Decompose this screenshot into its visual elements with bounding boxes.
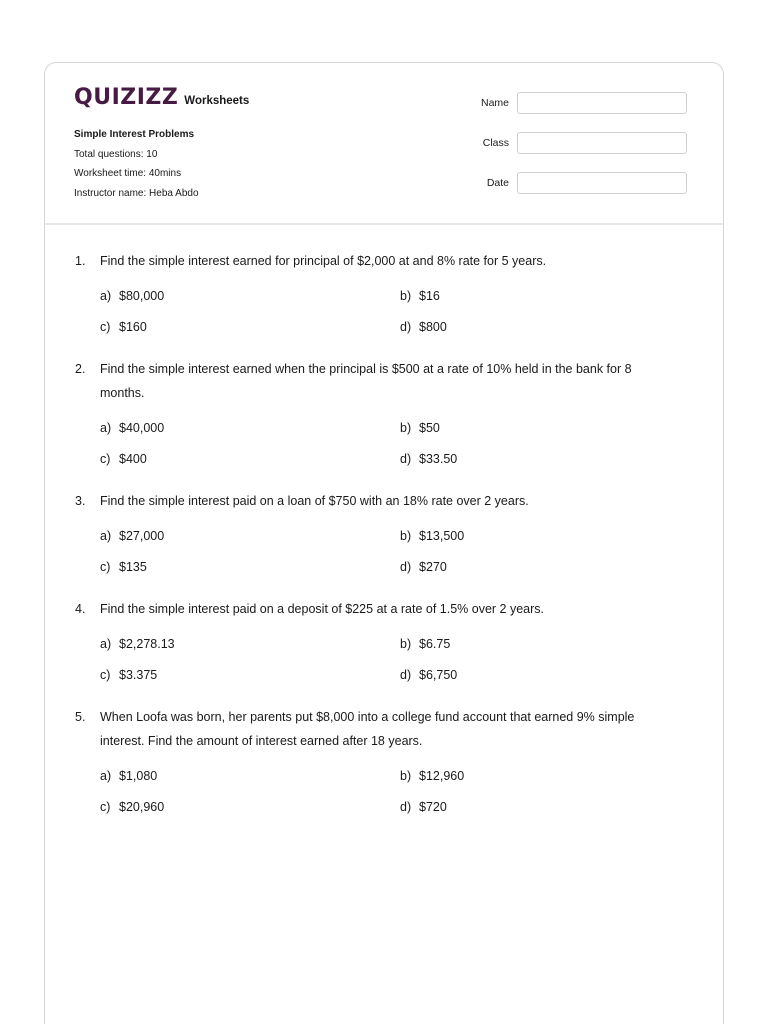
option-value: $6.75 (419, 637, 451, 651)
class-label: Class (482, 137, 509, 149)
option-letter: b) (400, 529, 412, 543)
option-value: $160 (119, 320, 147, 334)
student-fields (445, 91, 687, 211)
option-c[interactable] (100, 665, 400, 685)
option-c[interactable] (100, 449, 400, 469)
answer-options (100, 766, 695, 817)
option-d[interactable] (400, 797, 680, 817)
class-field[interactable] (517, 132, 687, 154)
question-header (75, 705, 695, 753)
date-row (445, 171, 687, 195)
question-list (75, 249, 695, 817)
question-2 (75, 357, 695, 469)
option-b[interactable] (400, 418, 680, 438)
option-c[interactable] (100, 797, 400, 817)
question-text: When Loofa was born, her parents put $8,000 into a college fund account that earned 9% simple interest. Find the amount of interest earned after 18 years. (100, 710, 635, 748)
option-value: $80,000 (119, 289, 165, 303)
option-value: $400 (119, 452, 147, 466)
option-letter: b) (400, 421, 412, 435)
option-letter: c) (100, 452, 111, 466)
question-5 (75, 705, 695, 817)
option-value: $33.50 (419, 452, 458, 466)
option-b[interactable] (400, 634, 680, 654)
option-a[interactable] (100, 418, 400, 438)
option-letter: a) (100, 529, 112, 543)
question-1 (75, 249, 695, 337)
option-value: $1,080 (119, 769, 158, 783)
option-letter: c) (100, 668, 111, 682)
total-questions: Total questions: 10 (74, 148, 158, 160)
question-text: Find the simple interest paid on a deposit of $225 at a rate of 1.5% over 2 years. (100, 602, 545, 616)
option-letter: a) (100, 637, 112, 651)
option-letter: b) (400, 289, 412, 303)
option-d[interactable] (400, 665, 680, 685)
worksheet-time: Worksheet time: 40mins (74, 168, 182, 179)
question-number: 3. (75, 494, 86, 508)
question-header (75, 249, 695, 273)
option-b[interactable] (400, 526, 680, 546)
instructor-name: Instructor name: Heba Abdo (74, 187, 199, 199)
question-text: Find the simple interest earned when the principal is $500 at a rate of 10% held in the bank for 8 months. (100, 362, 632, 400)
option-letter: b) (400, 769, 412, 783)
question-text: Find the simple interest paid on a loan of $750 with an 18% rate over 2 years. (100, 494, 529, 508)
option-value: $6,750 (419, 668, 458, 682)
option-letter: b) (400, 637, 412, 651)
option-value: $40,000 (119, 421, 165, 435)
question-header (75, 597, 695, 621)
option-letter: c) (100, 560, 111, 574)
question-header (75, 489, 695, 513)
option-a[interactable] (100, 766, 400, 786)
option-letter: d) (400, 800, 412, 814)
worksheet-meta (74, 125, 199, 203)
brand (74, 85, 249, 110)
name-label: Name (480, 97, 509, 109)
worksheet-title: Simple Interest Problems (74, 129, 195, 140)
option-value: $720 (419, 800, 447, 814)
date-field[interactable] (517, 172, 687, 194)
option-a[interactable] (100, 526, 400, 546)
option-letter: c) (100, 800, 111, 814)
name-field[interactable] (517, 92, 687, 114)
option-value: $16 (419, 289, 440, 303)
question-text: Find the simple interest earned for principal of $2,000 at and 8% rate for 5 years. (100, 254, 547, 268)
option-d[interactable] (400, 449, 680, 469)
question-3 (75, 489, 695, 577)
option-value: $2,278.13 (119, 637, 175, 651)
option-letter: a) (100, 769, 112, 783)
option-value: $3.375 (119, 668, 158, 682)
option-letter: a) (100, 421, 112, 435)
question-number: 2. (75, 362, 86, 376)
option-letter: d) (400, 668, 412, 682)
question-header (75, 357, 695, 405)
option-b[interactable] (400, 286, 680, 306)
option-letter: d) (400, 560, 412, 574)
question-4 (75, 597, 695, 685)
option-d[interactable] (400, 317, 680, 337)
option-letter: d) (400, 452, 412, 466)
question-number: 1. (75, 254, 86, 268)
option-value: $270 (419, 560, 447, 574)
question-number: 5. (75, 710, 86, 724)
quizizz-logo: QUIZIZZ (74, 85, 179, 110)
option-c[interactable] (100, 317, 400, 337)
name-row (445, 91, 687, 115)
date-label: Date (486, 177, 509, 189)
worksheet-header (45, 63, 723, 225)
option-value: $27,000 (119, 529, 165, 543)
option-d[interactable] (400, 557, 680, 577)
answer-options (100, 634, 695, 685)
answer-options (100, 286, 695, 337)
option-letter: c) (100, 320, 111, 334)
option-value: $13,500 (419, 529, 465, 543)
option-letter: d) (400, 320, 412, 334)
option-value: $50 (419, 421, 440, 435)
answer-options (100, 526, 695, 577)
option-value: $800 (419, 320, 447, 334)
option-value: $135 (119, 560, 147, 574)
option-c[interactable] (100, 557, 400, 577)
class-row (445, 131, 687, 155)
worksheet-page (44, 62, 724, 1024)
option-a[interactable] (100, 286, 400, 306)
question-number: 4. (75, 602, 86, 616)
option-value: $12,960 (419, 769, 465, 783)
answer-options (100, 418, 695, 469)
brand-suffix: Worksheets (184, 95, 250, 107)
option-letter: a) (100, 289, 112, 303)
option-value: $20,960 (119, 800, 165, 814)
option-b[interactable] (400, 766, 680, 786)
option-a[interactable] (100, 634, 400, 654)
